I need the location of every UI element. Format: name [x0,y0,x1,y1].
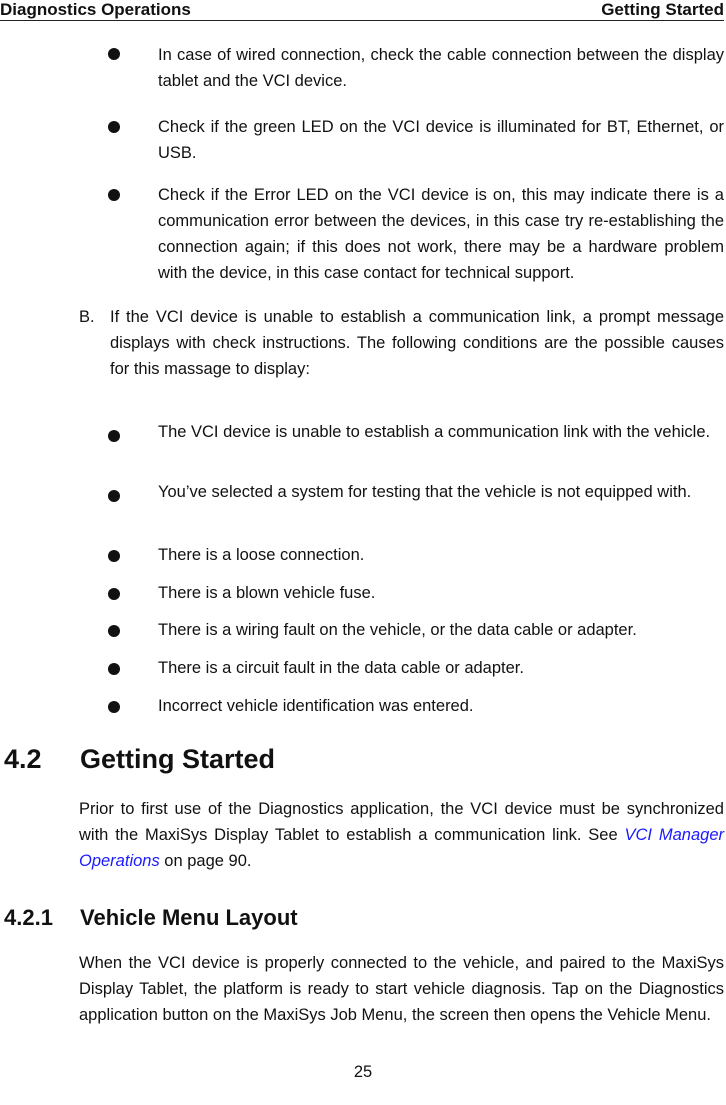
bullet-dot-icon [108,121,120,133]
bullet-dot-icon [108,550,120,562]
list-item: There is a wiring fault on the vehicle, or the data cable or adapter. [158,621,637,639]
page-number: 25 [353,1063,373,1081]
list-letter-b: B. [79,308,95,326]
bullet-dot-icon [108,663,120,675]
bullet-dot-icon [108,48,120,60]
bullet-dot-icon [108,430,120,442]
header-chapter-title: Diagnostics Operations [0,0,191,19]
vci-manager-link[interactable]: VCI Manager Operations [79,826,724,870]
list-item: Check if the Error LED on the VCI device is on, this may indicate there is a communication error between the devices, in this case try re-establishing the connection again; if this does not work, there may be a hardware problem with the device, in this case contact for technical support. [158,186,724,282]
list-item: Incorrect vehicle identification was entered. [158,697,474,715]
item-b-text: If the VCI device is unable to establish a communication link, a prompt message displays with check instructions. The following conditions are the possible causes for this massage to display: [110,308,724,378]
list-item: There is a circuit fault in the data cable or adapter. [158,659,524,677]
list-item: You’ve selected a system for testing that the vehicle is not equipped with. [158,483,692,501]
list-item: Check if the green LED on the VCI device is illuminated for BT, Ethernet, or USB. [158,118,724,162]
section-number: 4.2 [4,744,42,774]
bullet-dot-icon [108,701,120,713]
list-item: The VCI device is unable to establish a communication link with the vehicle. [158,423,711,441]
page-header [0,0,724,21]
bullet-dot-icon [108,588,120,600]
section-4-2-paragraph [79,796,724,874]
bullet-dot-icon [108,490,120,502]
header-section-title: Getting Started [601,0,724,19]
section-4-2-1-paragraph: When the VCI device is properly connected to the vehicle, and paired to the MaxiSys Display Tablet, the platform is ready to start vehicle diagnosis. Tap on the Diagnostics application button on the MaxiSys Job Menu, the screen then opens the Vehicle Menu. [79,954,724,1024]
paragraph-text: Prior to first use of the Diagnostics application, the VCI device must be synchronized with the MaxiSys Display Tablet to establish a communication link. See [79,800,724,844]
list-item: There is a loose connection. [158,546,365,564]
section-title: Getting Started [80,744,276,774]
section-number: 4.2.1 [4,905,53,930]
bullet-dot-icon [108,625,120,637]
paragraph-text-end: on page 90. [159,852,252,870]
section-title: Vehicle Menu Layout [80,905,298,930]
bullet-dot-icon [108,189,120,201]
list-item: In case of wired connection, check the cable connection between the display tablet and the VCI device. [158,46,724,90]
list-item: There is a blown vehicle fuse. [158,584,376,602]
